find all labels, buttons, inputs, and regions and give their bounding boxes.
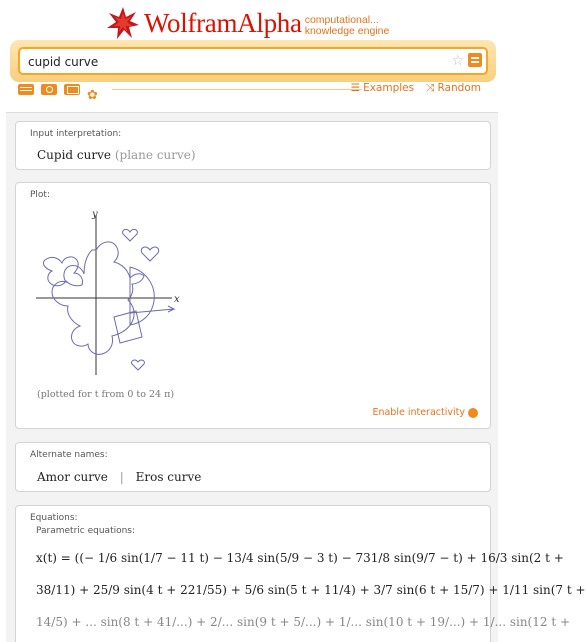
- pod-plot: [15, 182, 491, 429]
- search-go-button[interactable]: [468, 53, 482, 67]
- pod-alternate-names: [15, 442, 491, 492]
- pod-title: Equations:: [30, 513, 78, 523]
- pod-input-interpretation: [15, 121, 491, 170]
- star-icon[interactable]: ☆: [451, 53, 464, 69]
- search-input[interactable]: [28, 53, 428, 71]
- logo-tagline: computational... knowledge engine: [304, 14, 390, 37]
- toolbar-divider: [112, 89, 362, 90]
- logo-text: WolframAlpha: [144, 8, 302, 38]
- search-bar: [10, 40, 496, 82]
- search-box: [18, 47, 488, 75]
- input-qualifier: (plane curve): [114, 148, 196, 162]
- wolfram-logo[interactable]: [106, 5, 389, 41]
- heart-shape: [141, 247, 158, 261]
- alternate-names: [37, 470, 201, 484]
- alt-name-1: Amor curve: [37, 470, 108, 484]
- equation-line-2: 38/11) + 25/9 sin(4 t + 221/55) + 5/6 sin(5 t + 11/4) + 3/7 sin(6 t + 15/7) + 1/11 sin(7 t +: [36, 583, 586, 597]
- grid-icon[interactable]: [64, 84, 80, 95]
- pod-title: Input interpretation:: [30, 129, 122, 139]
- list-icon: ☰: [350, 82, 361, 94]
- interactivity-icon: [468, 408, 478, 418]
- equations-subtitle: Parametric equations:: [36, 526, 136, 536]
- header-links: [351, 82, 481, 95]
- keyboard-icon[interactable]: [18, 84, 34, 95]
- alt-name-2: Eros curve: [135, 470, 202, 484]
- separator: |: [119, 470, 124, 484]
- y-axis-label: y: [92, 209, 98, 220]
- shuffle-icon: ⤨: [426, 82, 435, 94]
- image-icon[interactable]: [87, 84, 103, 95]
- equation-line-3: 14/5) + ... sin(8 t + 41/...) + 2/... sin(9 t + 5/...) + 1/... sin(10 t + 19/...) + 1/... sin(12 t +: [36, 615, 571, 629]
- input-interpretation: [37, 148, 196, 162]
- header: [0, 0, 505, 112]
- pod-title: Plot:: [30, 190, 50, 200]
- plot-caption: (plotted for t from 0 to 24 π): [37, 389, 175, 400]
- equation-line-1: x(t) = ((− 1/6 sin(1/7 − 11 t) − 13/4 sin(5/9 − 3 t) − 731/8 sin(9/7 − t) + 16/3 sin(2 t +: [36, 551, 564, 565]
- input-main: Cupid curve: [37, 148, 111, 162]
- x-axis-label: x: [174, 294, 180, 305]
- examples-link[interactable]: ☰ Examples: [350, 82, 415, 94]
- heart-shape: [123, 229, 138, 241]
- camera-icon[interactable]: [41, 84, 57, 95]
- random-link[interactable]: ⤨ Random: [426, 82, 481, 94]
- cupid-curve-plot[interactable]: [34, 205, 204, 381]
- pod-equations: [15, 505, 586, 642]
- pod-title: Alternate names:: [30, 450, 108, 460]
- heart-shape: [132, 360, 145, 370]
- enable-interactivity-link[interactable]: Enable interactivity: [372, 407, 478, 418]
- spikey-icon: [106, 6, 140, 40]
- input-toolbar: [18, 84, 103, 95]
